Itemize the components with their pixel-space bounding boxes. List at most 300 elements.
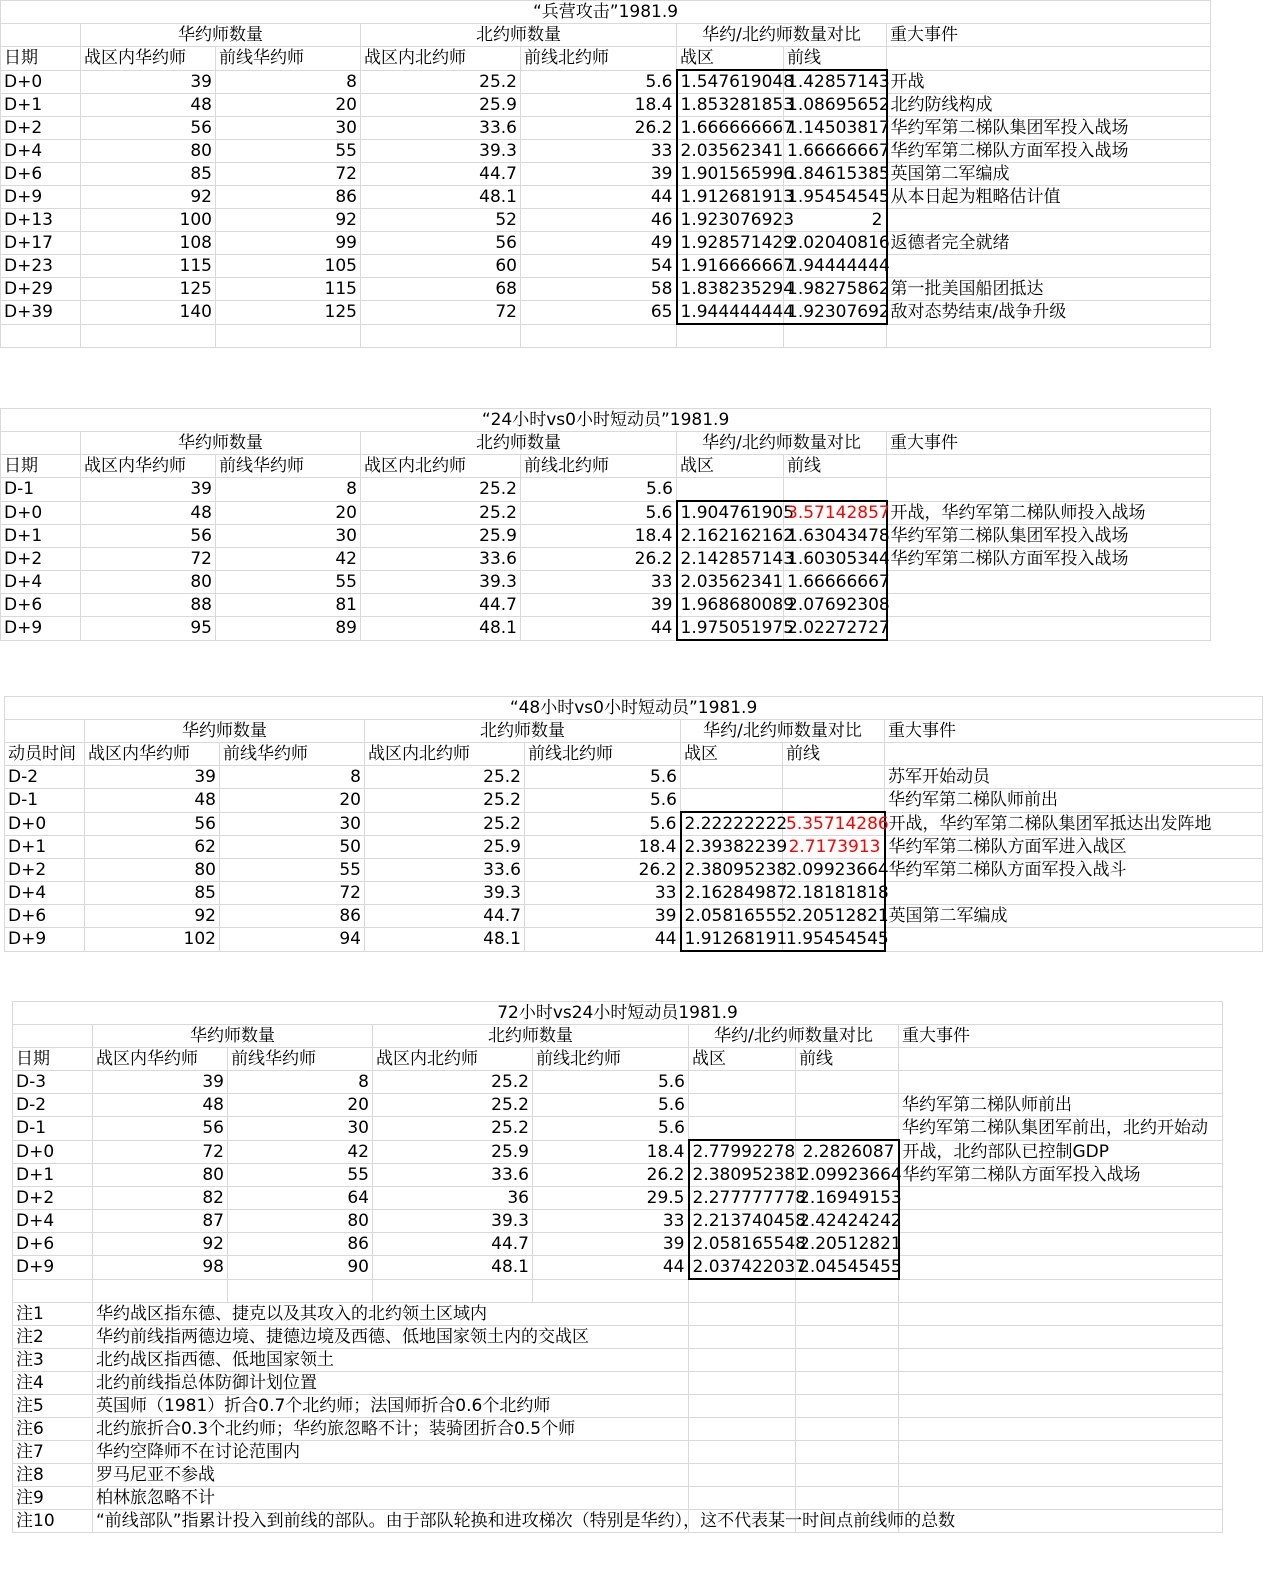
column-header: 战区内北约师 (373, 1048, 533, 1071)
event-cell: 开战，华约军第二梯队师投入战场 (887, 501, 1211, 525)
events-header: 重大事件 (899, 1025, 1223, 1048)
table-row (5, 859, 1263, 882)
table-row (1, 209, 1211, 232)
note-text: 华约前线指两德边境、捷德边境及西德、低地国家领土内的交战区 (93, 1326, 689, 1349)
table-row (5, 928, 1263, 952)
event-cell: 华约军第二梯队方面军投入战场 (899, 1164, 1223, 1187)
note-text: 北约前线指总体防御计划位置 (93, 1372, 689, 1395)
date-cell: D+4 (1, 571, 81, 594)
n-theater-cell: 25.2 (373, 1094, 533, 1117)
note-text: 柏林旅忽略不计 (93, 1487, 689, 1510)
ratio-front-cell: 2.04545455 (796, 1256, 899, 1280)
nato-group-header: 北约师数量 (361, 24, 677, 47)
ratio-theater-cell: 2.05816555 (681, 905, 783, 928)
n-front-cell: 39 (533, 1233, 689, 1256)
event-cell: 第一批美国船团抵达 (887, 278, 1211, 301)
column-header: 战区内华约师 (93, 1048, 228, 1071)
event-cell: 返德者完全就绪 (887, 232, 1211, 255)
table-row (1, 278, 1211, 301)
n-theater-cell: 25.9 (361, 525, 521, 548)
blank-cell (689, 1326, 796, 1349)
date-cell: D-1 (13, 1117, 93, 1141)
w-theater-cell: 85 (85, 882, 220, 905)
table-row (1, 478, 1211, 502)
date-cell: D+6 (1, 163, 81, 186)
blank-cell (5, 720, 85, 743)
ratio-theater-cell: 1.944444444 (677, 301, 784, 325)
table-row (13, 1210, 1223, 1233)
ratio-theater-cell: 1.91268191 (681, 928, 783, 952)
w-front-cell: 89 (216, 617, 361, 641)
event-cell (887, 478, 1211, 502)
w-theater-cell: 125 (81, 278, 216, 301)
w-theater-cell: 88 (81, 594, 216, 617)
ratio-front-cell: 2.09923664 (783, 859, 885, 882)
column-header: 前线北约师 (525, 743, 681, 766)
table-row (5, 882, 1263, 905)
event-cell (899, 1071, 1223, 1094)
blank-cell (899, 1048, 1223, 1071)
blank-cell (1, 24, 81, 47)
n-theater-cell: 39.3 (361, 571, 521, 594)
note-label: 注4 (13, 1372, 93, 1395)
n-theater-cell: 48.1 (365, 928, 525, 952)
blank-cell (216, 324, 361, 348)
note-row (13, 1395, 1223, 1418)
blank-cell (689, 1349, 796, 1372)
date-cell: D+1 (5, 836, 85, 859)
table-row (13, 1164, 1223, 1187)
event-cell: 敌对态势结束/战争升级 (887, 301, 1211, 325)
n-front-cell: 5.6 (533, 1094, 689, 1117)
w-front-cell: 92 (216, 209, 361, 232)
w-front-cell: 86 (228, 1233, 373, 1256)
w-theater-cell: 56 (85, 812, 220, 836)
event-cell: 华约军第二梯队方面军投入战场 (887, 548, 1211, 571)
w-theater-cell: 80 (93, 1164, 228, 1187)
title-row (1, 409, 1211, 432)
n-front-cell: 33 (521, 140, 677, 163)
group-header-row (1, 24, 1211, 47)
date-cell: D-1 (1, 478, 81, 502)
note-row (13, 1510, 1223, 1533)
ratio-theater-cell (677, 478, 784, 502)
ratio-theater-cell: 2.38095238 (681, 859, 783, 882)
w-front-cell: 50 (220, 836, 365, 859)
event-cell: 华约军第二梯队师前出 (885, 789, 1263, 813)
note-label: 注2 (13, 1326, 93, 1349)
table-row (1, 140, 1211, 163)
ratio-front-cell: 1.66666667 (784, 140, 887, 163)
ratio-theater-cell: 1.904761905 (677, 501, 784, 525)
ratio-front-cell (783, 789, 885, 813)
ratio-front-cell: 5.35714286 (783, 812, 885, 836)
n-theater-cell: 48.1 (361, 617, 521, 641)
blank-cell (1, 432, 81, 455)
ratio-group-header: 华约/北约师数量对比 (677, 432, 887, 455)
w-front-cell: 20 (216, 501, 361, 525)
table-title: “24小时vs0小时短动员”1981.9 (1, 409, 1211, 432)
column-header: 前线北约师 (533, 1048, 689, 1071)
blank-cell (677, 324, 784, 348)
blank-cell (689, 1279, 796, 1303)
event-cell: 英国第二军编成 (885, 905, 1263, 928)
date-cell: D+1 (1, 525, 81, 548)
n-theater-cell: 25.2 (373, 1071, 533, 1094)
n-theater-cell: 68 (361, 278, 521, 301)
table-row (5, 836, 1263, 859)
w-theater-cell: 72 (81, 548, 216, 571)
ratio-front-cell: 2.09923664 (796, 1164, 899, 1187)
ratio-front-cell: 2.02272727 (784, 617, 887, 641)
column-header: 战区 (681, 743, 783, 766)
w-theater-cell: 48 (81, 94, 216, 117)
ratio-theater-cell (689, 1117, 796, 1141)
warsaw-group-header: 华约师数量 (81, 24, 361, 47)
table-row (5, 812, 1263, 836)
column-header: 前线 (784, 47, 887, 71)
blank-cell (689, 1418, 796, 1441)
n-front-cell: 5.6 (533, 1117, 689, 1141)
blank-cell (796, 1395, 899, 1418)
ratio-theater-cell: 1.975051975 (677, 617, 784, 641)
table-24h-vs-0h (0, 408, 1211, 641)
w-theater-cell: 39 (85, 766, 220, 789)
ratio-theater-cell: 1.916666667 (677, 255, 784, 278)
event-cell: 苏军开始动员 (885, 766, 1263, 789)
w-front-cell: 115 (216, 278, 361, 301)
event-cell: 开战 (887, 70, 1211, 94)
w-theater-cell: 56 (81, 117, 216, 140)
column-header: 前线华约师 (220, 743, 365, 766)
nato-group-header: 北约师数量 (365, 720, 681, 743)
event-cell (899, 1233, 1223, 1256)
note-row (13, 1487, 1223, 1510)
w-theater-cell: 102 (85, 928, 220, 952)
ratio-theater-cell: 2.380952381 (689, 1164, 796, 1187)
ratio-front-cell (796, 1094, 899, 1117)
n-theater-cell: 25.2 (365, 812, 525, 836)
table-row (5, 905, 1263, 928)
w-front-cell: 55 (220, 859, 365, 882)
blank-cell (887, 47, 1211, 71)
column-header: 战区 (689, 1048, 796, 1071)
w-theater-cell: 39 (81, 478, 216, 502)
ratio-theater-cell: 2.058165548 (689, 1233, 796, 1256)
w-theater-cell: 95 (81, 617, 216, 641)
blank-cell (796, 1279, 899, 1303)
w-front-cell: 8 (216, 478, 361, 502)
n-front-cell: 33 (521, 571, 677, 594)
n-theater-cell: 33.6 (373, 1164, 533, 1187)
n-theater-cell: 25.9 (365, 836, 525, 859)
w-theater-cell: 80 (81, 140, 216, 163)
date-cell: D-2 (13, 1094, 93, 1117)
column-header: 战区内华约师 (81, 455, 216, 478)
event-cell: 华约军第二梯队集团军投入战场 (887, 117, 1211, 140)
ratio-front-cell (784, 478, 887, 502)
n-theater-cell: 44.7 (373, 1233, 533, 1256)
note-row (13, 1418, 1223, 1441)
note-label: 注9 (13, 1487, 93, 1510)
note-text: 华约空降师不在讨论范围内 (93, 1441, 689, 1464)
ratio-theater-cell: 2.142857143 (677, 548, 784, 571)
blank-cell (689, 1372, 796, 1395)
note-row (13, 1441, 1223, 1464)
column-header: 前线北约师 (521, 455, 677, 478)
w-front-cell: 8 (220, 766, 365, 789)
n-theater-cell: 60 (361, 255, 521, 278)
n-theater-cell: 44.7 (361, 594, 521, 617)
event-cell (887, 255, 1211, 278)
ratio-front-cell: 1.95454545 (783, 928, 885, 952)
w-front-cell: 72 (220, 882, 365, 905)
note-label: 注7 (13, 1441, 93, 1464)
n-front-cell: 33 (533, 1210, 689, 1233)
event-cell: 华约军第二梯队集团军投入战场 (887, 525, 1211, 548)
note-text: 罗马尼亚不参战 (93, 1464, 689, 1487)
table-row (1, 255, 1211, 278)
table-row (13, 1187, 1223, 1210)
w-front-cell: 125 (216, 301, 361, 325)
ratio-theater-cell: 1.666666667 (677, 117, 784, 140)
w-theater-cell: 80 (81, 571, 216, 594)
n-front-cell: 49 (521, 232, 677, 255)
table-row (5, 789, 1263, 813)
n-front-cell: 5.6 (525, 812, 681, 836)
nato-group-header: 北约师数量 (361, 432, 677, 455)
column-header: 前线 (796, 1048, 899, 1071)
table-row (1, 594, 1211, 617)
n-theater-cell: 25.2 (361, 70, 521, 94)
blank-cell (899, 1326, 1223, 1349)
w-front-cell: 86 (216, 186, 361, 209)
w-front-cell: 42 (216, 548, 361, 571)
w-front-cell: 30 (216, 525, 361, 548)
column-header: 战区 (677, 455, 784, 478)
n-theater-cell: 25.2 (361, 478, 521, 502)
w-theater-cell: 62 (85, 836, 220, 859)
events-header: 重大事件 (885, 720, 1263, 743)
column-header-row (1, 455, 1211, 478)
ratio-front-cell: 2.2826087 (796, 1140, 899, 1164)
date-cell: D-1 (5, 789, 85, 813)
blank-cell (899, 1395, 1223, 1418)
blank-cell (796, 1326, 899, 1349)
note-label: 注5 (13, 1395, 93, 1418)
n-front-cell: 5.6 (521, 501, 677, 525)
date-cell: D+0 (5, 812, 85, 836)
event-cell (899, 1187, 1223, 1210)
n-front-cell: 18.4 (533, 1140, 689, 1164)
table-row (13, 1071, 1223, 1094)
ratio-front-cell: 1.98275862 (784, 278, 887, 301)
w-front-cell: 64 (228, 1187, 373, 1210)
n-front-cell: 46 (521, 209, 677, 232)
event-cell: 英国第二军编成 (887, 163, 1211, 186)
n-front-cell: 5.6 (521, 478, 677, 502)
table-48h-vs-0h (4, 696, 1263, 952)
events-header: 重大事件 (887, 24, 1211, 47)
date-cell: D+4 (5, 882, 85, 905)
n-theater-cell: 48.1 (373, 1256, 533, 1280)
table-row (13, 1117, 1223, 1141)
w-front-cell: 8 (228, 1071, 373, 1094)
ratio-theater-cell: 1.912681913 (677, 186, 784, 209)
w-theater-cell: 98 (93, 1256, 228, 1280)
w-front-cell: 99 (216, 232, 361, 255)
column-header-row (5, 743, 1263, 766)
blank-cell (899, 1464, 1223, 1487)
n-theater-cell: 44.7 (365, 905, 525, 928)
blank-cell (796, 1441, 899, 1464)
date-cell: D+0 (1, 501, 81, 525)
note-label: 注10 (13, 1510, 93, 1533)
w-theater-cell: 56 (93, 1117, 228, 1141)
n-theater-cell: 48.1 (361, 186, 521, 209)
date-cell: D+6 (5, 905, 85, 928)
ratio-front-cell: 1.94444444 (784, 255, 887, 278)
blank-cell (689, 1464, 796, 1487)
note-row (13, 1349, 1223, 1372)
ratio-group-header: 华约/北约师数量对比 (677, 24, 887, 47)
group-header-row (13, 1025, 1223, 1048)
ratio-theater-cell (689, 1094, 796, 1117)
ratio-front-cell: 1.08695652 (784, 94, 887, 117)
table-row (1, 232, 1211, 255)
n-front-cell: 5.6 (533, 1071, 689, 1094)
table-row (13, 1233, 1223, 1256)
n-theater-cell: 44.7 (361, 163, 521, 186)
n-theater-cell: 39.3 (361, 140, 521, 163)
ratio-group-header: 华约/北约师数量对比 (681, 720, 885, 743)
ratio-front-cell (796, 1071, 899, 1094)
blank-cell (93, 1279, 228, 1303)
ratio-theater-cell: 2.037422037 (689, 1256, 796, 1280)
event-cell: 华约军第二梯队集团军前出，北约开始动 (899, 1117, 1223, 1141)
n-front-cell: 65 (521, 301, 677, 325)
date-cell: D+29 (1, 278, 81, 301)
n-theater-cell: 72 (361, 301, 521, 325)
ratio-front-cell: 2.7173913 (783, 836, 885, 859)
column-header: 前线华约师 (216, 47, 361, 71)
ratio-front-cell: 2.02040816 (784, 232, 887, 255)
nato-group-header: 北约师数量 (373, 1025, 689, 1048)
event-cell: 北约防线构成 (887, 94, 1211, 117)
column-header: 日期 (1, 47, 81, 71)
note-label: 注1 (13, 1303, 93, 1326)
column-header: 战区内北约师 (361, 47, 521, 71)
table-title: “兵营攻击”1981.9 (1, 1, 1211, 24)
ratio-front-cell: 1.42857143 (784, 70, 887, 94)
ratio-theater-cell: 2.22222222 (681, 812, 783, 836)
date-cell: D+0 (13, 1140, 93, 1164)
note-text: 英国师（1981）折合0.7个北约师；法国师折合0.6个北约师 (93, 1395, 689, 1418)
column-header: 前线北约师 (521, 47, 677, 71)
ratio-front-cell: 1.92307692 (784, 301, 887, 325)
event-cell (885, 928, 1263, 952)
ratio-front-cell: 1.63043478 (784, 525, 887, 548)
w-front-cell: 20 (228, 1094, 373, 1117)
note-text: 北约战区指西德、低地国家领土 (93, 1349, 689, 1372)
table-row (1, 571, 1211, 594)
ratio-front-cell: 3.57142857 (784, 501, 887, 525)
blank-cell (899, 1372, 1223, 1395)
blank-cell (796, 1464, 899, 1487)
note-label: 注6 (13, 1418, 93, 1441)
column-header: 前线 (784, 455, 887, 478)
n-front-cell: 5.6 (525, 766, 681, 789)
event-cell (887, 617, 1211, 641)
blank-cell (899, 1441, 1223, 1464)
n-theater-cell: 33.6 (365, 859, 525, 882)
ratio-theater-cell (689, 1071, 796, 1094)
event-cell: 从本日起为粗略估计值 (887, 186, 1211, 209)
w-front-cell: 80 (228, 1210, 373, 1233)
w-front-cell: 8 (216, 70, 361, 94)
table-72h-vs-24h (12, 1001, 1223, 1533)
blank-cell (533, 1279, 689, 1303)
ratio-theater-cell: 2.277777778 (689, 1187, 796, 1210)
blank-cell (899, 1303, 1223, 1326)
date-cell: D+2 (5, 859, 85, 882)
event-cell: 华约军第二梯队师前出 (899, 1094, 1223, 1117)
note-row (13, 1464, 1223, 1487)
blank-cell (885, 743, 1263, 766)
n-front-cell: 44 (525, 928, 681, 952)
n-theater-cell: 36 (373, 1187, 533, 1210)
date-cell: D+1 (13, 1164, 93, 1187)
blank-cell (521, 324, 677, 348)
ratio-theater-cell: 1.838235294 (677, 278, 784, 301)
column-header: 前线华约师 (216, 455, 361, 478)
date-cell: D+23 (1, 255, 81, 278)
column-header-row (1, 47, 1211, 71)
note-row (13, 1326, 1223, 1349)
n-theater-cell: 25.2 (373, 1117, 533, 1141)
group-header-row (1, 432, 1211, 455)
column-header: 动员时间 (5, 743, 85, 766)
n-theater-cell: 39.3 (373, 1210, 533, 1233)
w-front-cell: 55 (216, 571, 361, 594)
event-cell: 华约军第二梯队方面军进入战区 (885, 836, 1263, 859)
w-theater-cell: 48 (81, 501, 216, 525)
w-theater-cell: 80 (85, 859, 220, 882)
blank-row (13, 1279, 1223, 1303)
date-cell: D+6 (1, 594, 81, 617)
w-front-cell: 55 (216, 140, 361, 163)
n-theater-cell: 52 (361, 209, 521, 232)
ratio-theater-cell: 2.03562341 (677, 571, 784, 594)
blank-cell (1, 324, 81, 348)
date-cell: D+2 (1, 117, 81, 140)
event-cell: 开战，华约军第二梯队集团军抵达出发阵地 (885, 812, 1263, 836)
date-cell: D+2 (1, 548, 81, 571)
date-cell: D+0 (1, 70, 81, 94)
column-header-row (13, 1048, 1223, 1071)
blank-cell (373, 1279, 533, 1303)
ratio-theater-cell: 2.16284987 (681, 882, 783, 905)
n-theater-cell: 25.9 (361, 94, 521, 117)
n-front-cell: 18.4 (525, 836, 681, 859)
table-row (1, 501, 1211, 525)
w-theater-cell: 39 (93, 1071, 228, 1094)
w-front-cell: 105 (216, 255, 361, 278)
table-row (1, 301, 1211, 325)
date-cell: D-2 (5, 766, 85, 789)
ratio-theater-cell: 2.03562341 (677, 140, 784, 163)
blank-cell (796, 1303, 899, 1326)
